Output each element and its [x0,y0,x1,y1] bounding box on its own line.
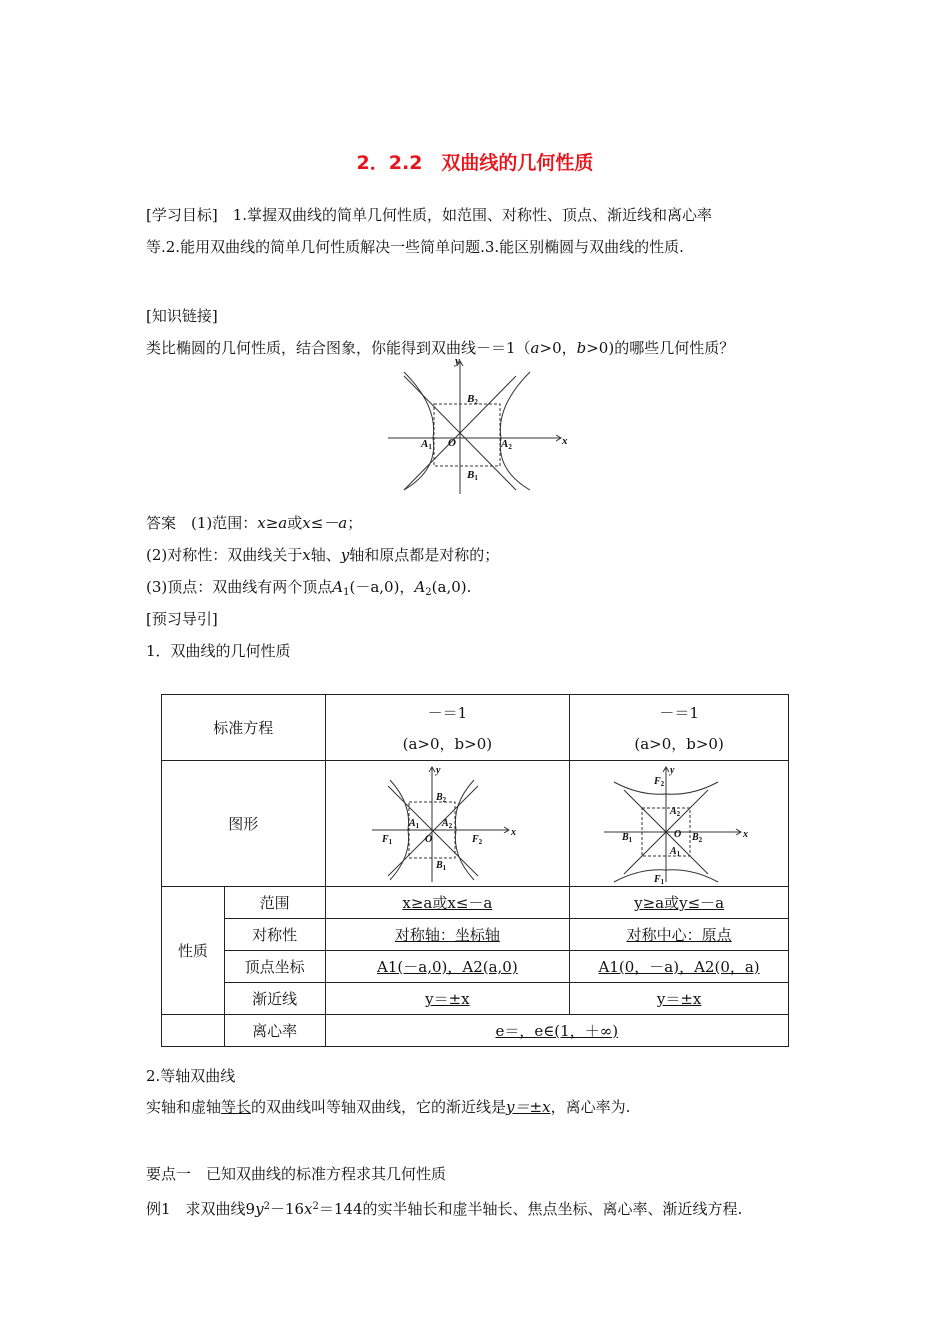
row-name-eccentricity: 离心率 [224,1015,325,1047]
svg-text:y: y [670,764,675,776]
equiaxial-text: 实轴和虚轴等长的双曲线叫等轴双曲线，它的渐近线是y＝±x，离心率为. [146,1098,631,1116]
hyperbola-figure [388,356,572,496]
svg-text:F1: $F_1$ [654,873,665,884]
svg-text:F2: $F_2$ [654,775,665,788]
row-name-range: 范围 [224,887,325,919]
eccentricity-value: e＝，e∈(1，＋∞) [325,1015,788,1047]
svg-text:x: x [743,828,749,840]
table-row [162,695,789,761]
preview-heading: [预习导引] [146,610,218,628]
vertex-a2-label: A2 [501,438,512,451]
svg-text:A2: $A_2$ [442,817,453,830]
svg-text:x: x [511,826,517,838]
svg-text:B1: $B_1$ [622,831,633,844]
std-eq-vertical: －＝1 (a>0，b>0) [570,695,789,761]
range-horizontal: x≥a或x≤－a [325,887,570,919]
vertex-b1-label: B1 [467,469,478,482]
row-name-symmetry: 对称性 [224,919,325,951]
vertex-b2-label: B2 [467,393,478,406]
table-row [162,951,789,983]
vertical-hyperbola-figure [570,761,789,887]
table-row [162,1015,789,1047]
knowledge-link-heading: [知识链接] [146,307,218,325]
learning-objectives-line-1: [学习目标] 1.掌握双曲线的简单几何性质，如范围、对称性、顶点、渐近线和离心率 [146,206,713,224]
answer-item-1: 答案 (1)范围：x≥a或x≤－a； [146,514,363,532]
svg-text:A2: $A_2$ [670,805,681,818]
point-1-heading: 要点一 已知双曲线的标准方程求其几何性质 [146,1165,447,1183]
vertices-horizontal: A1(－a,0)，A2(a,0) [325,951,570,983]
svg-text:A1: $A_1$ [670,845,681,858]
table-row [162,761,789,887]
table-row [162,919,789,951]
range-vertical: y≥a或y≤－a [570,887,789,919]
hyperbola-properties-table [161,694,789,1047]
svg-text:F1: $F_1$ [382,833,393,846]
example-1: 例1 求双曲线$9y^2-16x^2=144$的实半轴长和虚半轴长、焦点坐标、离心率、渐近线方程. [146,1200,743,1218]
shape-label: 图形 [162,761,326,887]
page-title: 2．2.2 双曲线的几何性质 [356,152,594,174]
section-2-heading: 2.等轴双曲线 [146,1067,236,1085]
vertices-vertical: A1(0，－a)，A2(0，a) [570,951,789,983]
origin-label: O [448,437,456,449]
svg-text:A1: $A_1$ [409,817,420,830]
section-1-heading: 1．双曲线的几何性质 [146,642,291,660]
svg-text:B2: $B_2$ [692,831,703,844]
row-name-vertices: 顶点坐标 [224,951,325,983]
svg-text:B2: $B_2$ [436,791,447,804]
row-name-asymptotes: 渐近线 [224,983,325,1015]
vertex-a1-label: A1 [421,438,432,451]
asymptotes-vertical: y＝±x [570,983,789,1015]
svg-text:B1: $B_1$ [436,859,447,872]
symmetry-horizontal: 对称轴：坐标轴 [325,919,570,951]
table-row [162,887,789,919]
horizontal-hyperbola-figure [325,761,570,887]
asymptotes-horizontal: y＝±x [325,983,570,1015]
svg-text:y: y [436,764,441,776]
props-label: 性质 [162,887,225,1015]
answer-item-3: (3)顶点：双曲线有两个顶点$A_1(-a,0)$，$A_2(a,0)$. [146,578,472,598]
std-eq-label: 标准方程 [162,695,326,761]
svg-text:O: O [674,828,682,840]
svg-text:O: O [425,833,433,845]
table-row [162,983,789,1015]
svg-text:F2: $F_2$ [472,833,483,846]
y-axis-label: y [455,356,460,367]
knowledge-link-question: 类比椭圆的几何性质，结合图象，你能得到双曲线－＝1（a>0，b>0)的哪些几何性质？ [146,339,735,357]
symmetry-vertical: 对称中心：原点 [570,919,789,951]
learning-objectives-line-2: 等.2.能用双曲线的简单几何性质解决一些简单问题.3.能区别椭圆与双曲线的性质. [146,238,684,256]
std-eq-horizontal: －＝1 (a>0，b>0) [325,695,570,761]
answer-item-2: (2)对称性：双曲线关于x轴、y轴和原点都是对称的； [146,546,500,564]
x-axis-label: x [562,435,568,447]
